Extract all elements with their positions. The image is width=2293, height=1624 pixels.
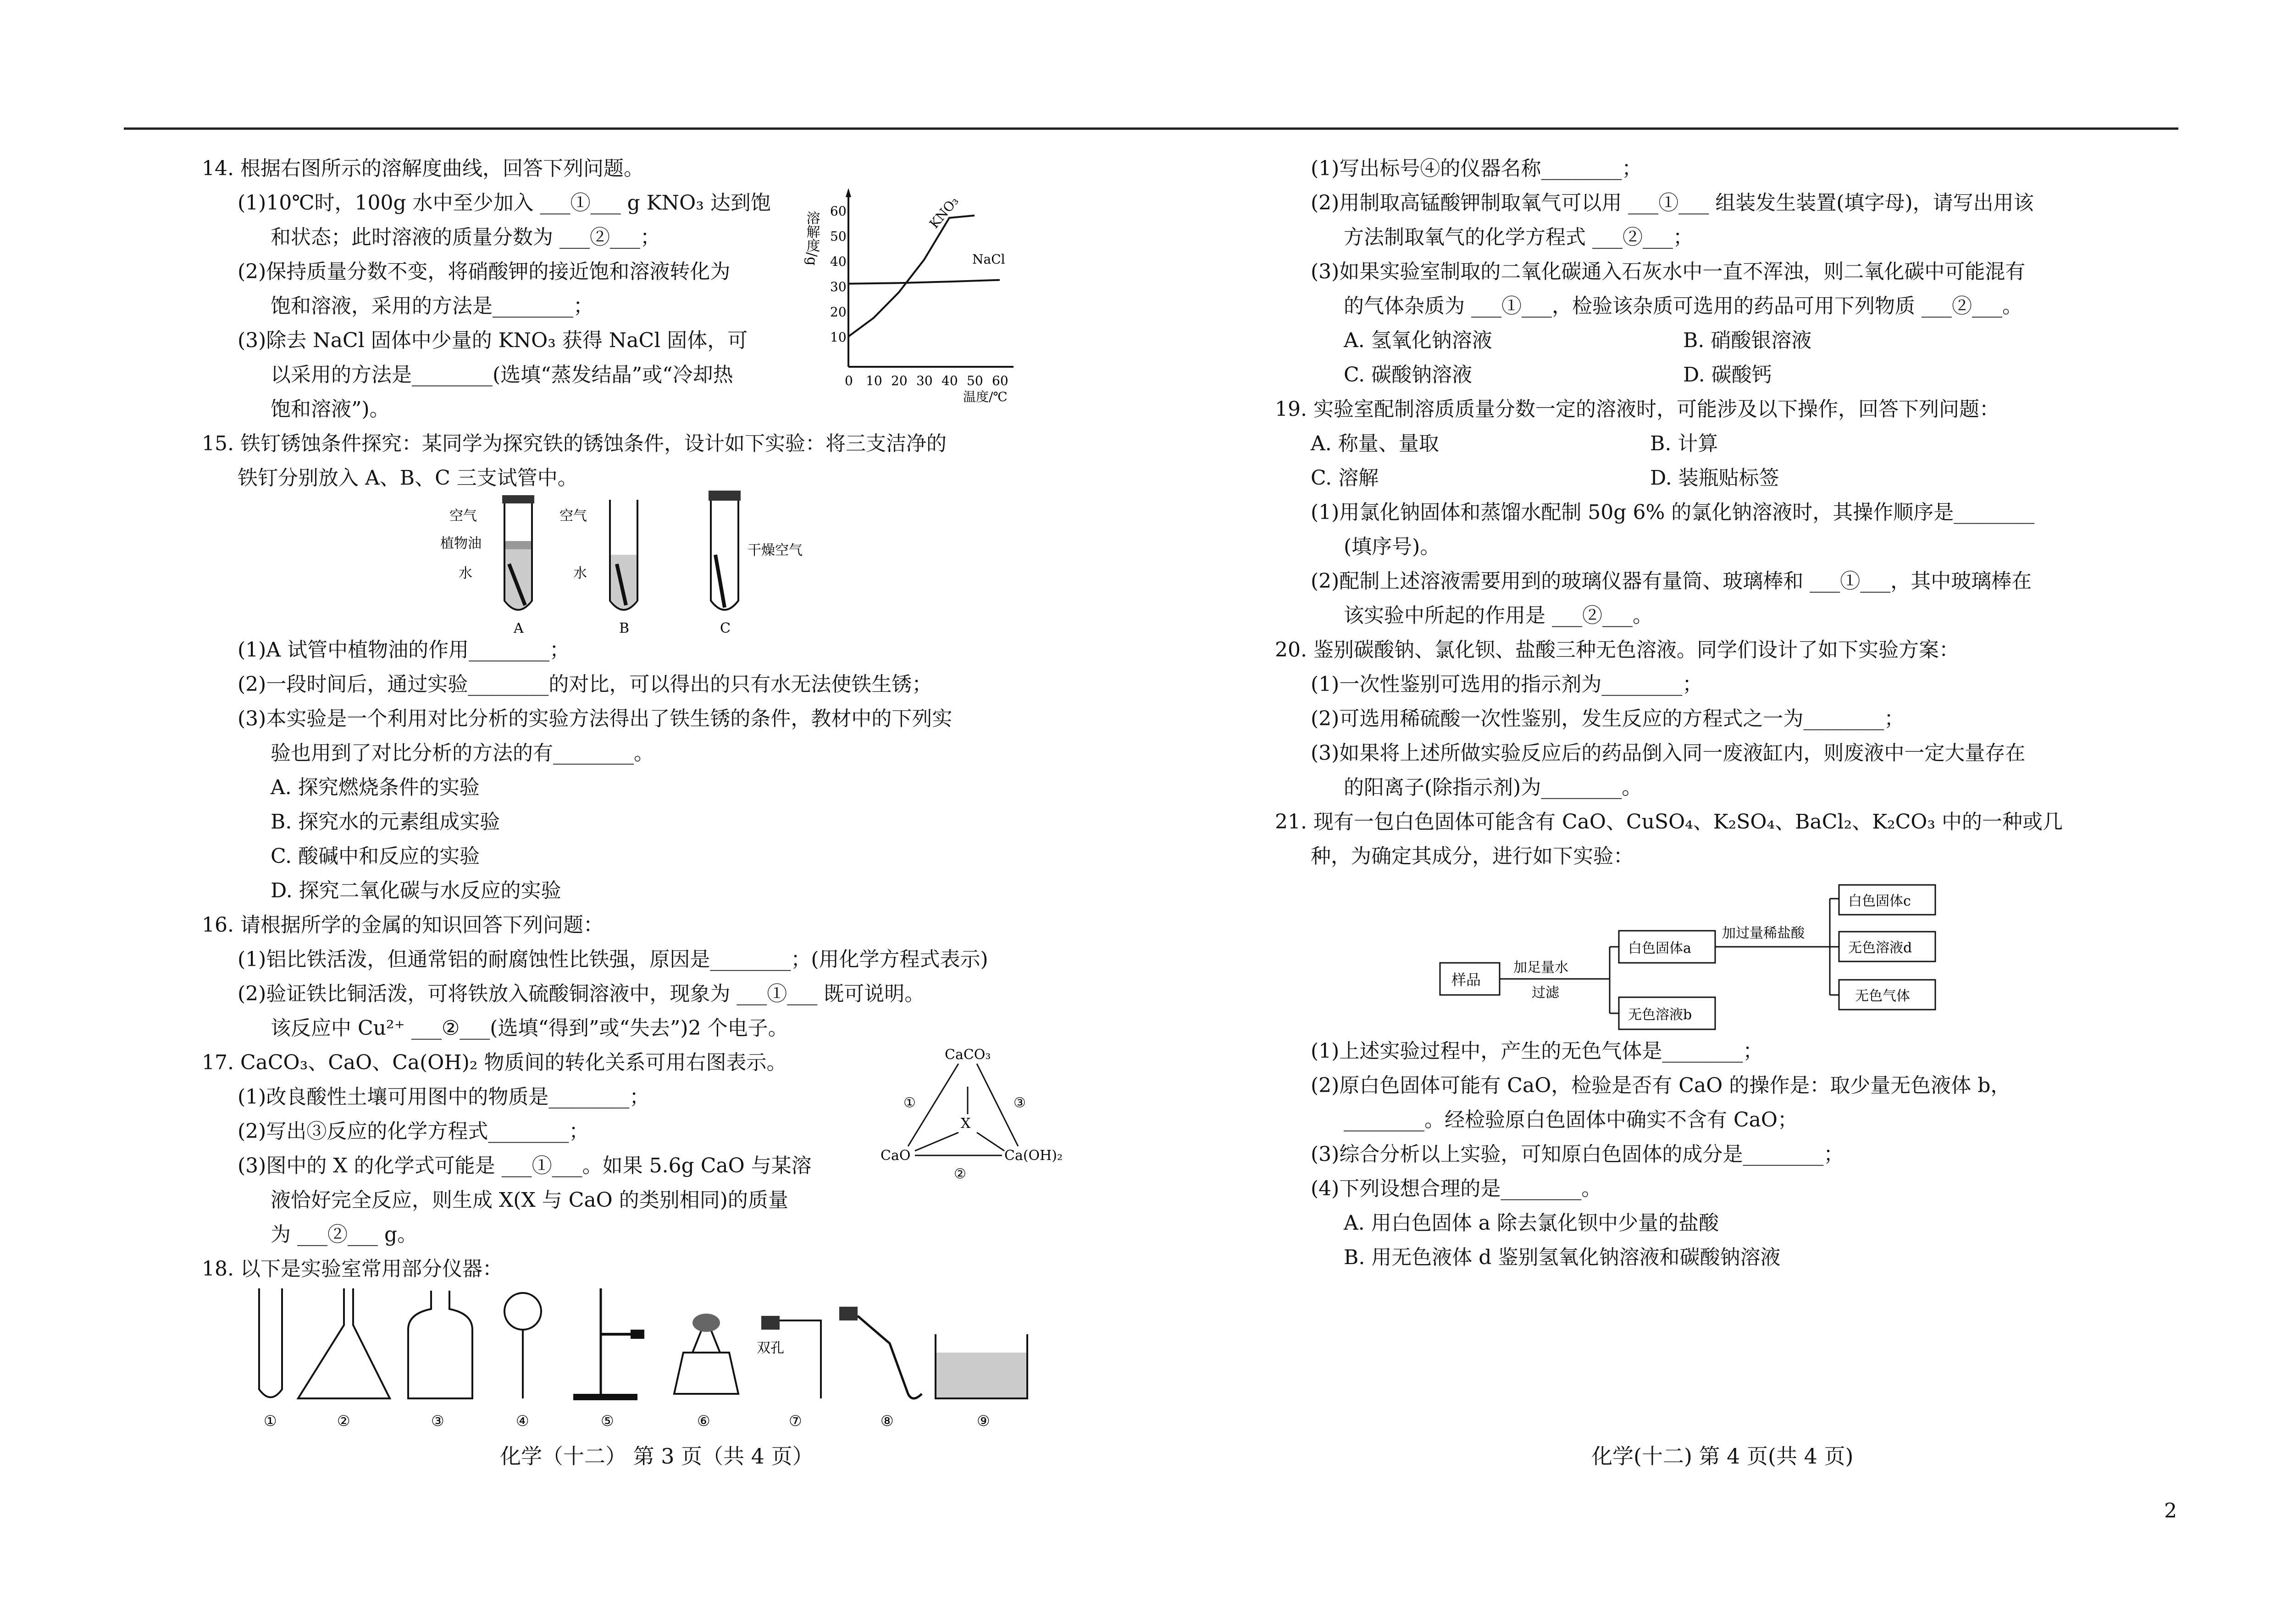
box-solid-c-text: 白色固体c: [1848, 893, 1911, 909]
x-tick: 50: [967, 373, 983, 388]
q20-3b: 的阳离子(除指示剂)为________。: [1344, 776, 1642, 799]
q15-1: (1)A 试管中植物油的作用________；: [238, 638, 570, 662]
box-solid-a-text: 白色固体a: [1628, 940, 1691, 956]
arrow-label-3: ③: [1014, 1095, 1026, 1111]
x-tick: 10: [866, 373, 882, 388]
q21-3: (3)综合分析以上实验，可知原白色固体的成分是________；: [1311, 1143, 1844, 1166]
q19-stem: 19. 实验室配制溶质质量分数一定的溶液时，可能涉及以下操作，回答下列问题：: [1275, 398, 1999, 421]
arrow-label-1: ①: [903, 1095, 916, 1111]
q17-stem: 17. CaCO₃、CaO、Ca(OH)₂ 物质间的转化关系可用右图表示。: [202, 1051, 787, 1074]
x-ticks: [845, 373, 1008, 388]
arrow-to-x-left: [915, 1132, 958, 1151]
instrument-label: ⑨: [977, 1412, 990, 1430]
q18-3a: (3)如果实验室制取的二氧化碳通入石灰水中一直不浑浊，则二氧化碳中可能混有: [1311, 260, 2026, 283]
q15-2: (2)一段时间后，通过实验________的对比，可以得出的只有水无法使铁生锈；: [238, 673, 932, 696]
q19-options-row1: [1275, 426, 2100, 461]
q21-option-b: B. 用无色液体 d 鉴别氢氧化钠溶液和碳酸钠溶液: [1344, 1246, 1781, 1269]
q19-2b: 该实验中所起的作用是 ___②___。: [1344, 604, 1653, 627]
q19-option-c: C. 溶解: [1311, 466, 1379, 490]
arrow-label-2: ②: [954, 1166, 966, 1182]
q18-1: (1)写出标号④的仪器名称________；: [1311, 157, 1642, 180]
q19-option-b: B. 计算: [1650, 432, 1718, 455]
y-tick: 30: [830, 279, 847, 294]
tube-b-label: B: [619, 620, 630, 636]
q20-1: (1)一次性鉴别可选用的指示剂为________；: [1311, 673, 1703, 696]
x-tick: 40: [942, 373, 958, 388]
q18-option-a: A. 氢氧化钠溶液: [1344, 329, 1492, 352]
q21-2a: (2)原白色固体可能有 CaO，检验是否有 CaO 的操作是：取少量无色液体 b，: [1311, 1074, 2011, 1097]
q14-1b: 和状态；此时溶液的质量分数为 ___②___；: [271, 226, 660, 249]
tube-a-water: [505, 549, 531, 609]
node-caco3: CaCO₃: [945, 1047, 991, 1063]
x-tick: 0: [845, 373, 853, 388]
q16-stem: 16. 请根据所学的金属的知识回答下列问题：: [202, 913, 604, 937]
q18-stem: 18. 以下是实验室常用部分仪器：: [202, 1257, 503, 1281]
q17-3a: (3)图中的 X 的化学式可能是 ___①___。如果 5.6g CaO 与某溶: [238, 1154, 812, 1177]
instrument-label: ④: [516, 1412, 529, 1430]
q21-flow-chart: [1435, 885, 2009, 1041]
tube-a-stopper: [502, 495, 534, 503]
q15-option-d: D. 探究二氧化碳与水反应的实验: [271, 879, 561, 902]
right-column: [1275, 151, 2100, 1275]
kno3-label: KNO₃: [926, 193, 962, 232]
nacl-label: NaCl: [972, 252, 1005, 267]
q18-option-c: C. 碳酸钠溶液: [1344, 363, 1473, 387]
q21-1: (1)上述实验过程中，产生的无色气体是________；: [1311, 1039, 1763, 1063]
tube-b: [559, 500, 637, 636]
q17-conversion-diagram: [881, 1041, 1063, 1188]
chart-xlabel: 温度/℃: [963, 389, 1008, 404]
q18-options-row2: [1275, 358, 2100, 392]
q14-1a: (1)10℃时，100g 水中至少加入 ___①___ g KNO₃ 达到饱: [238, 191, 771, 215]
q16-1: (1)铝比铁活泼，但通常铝的耐腐蚀性比铁强，原因是________；(用化学方程式表示): [238, 948, 988, 971]
x-tick: 30: [916, 373, 933, 388]
step1-top-text: 加足量水: [1513, 960, 1568, 976]
q14-stem: 14. 根据右图所示的溶解度曲线，回答下列问题。: [202, 157, 644, 180]
instrument-label: ③: [431, 1412, 444, 1430]
node-x: X: [961, 1116, 971, 1132]
instrument-label: ⑥: [697, 1412, 710, 1430]
q18-options-row1: [1275, 323, 2100, 358]
arrow-to-x-right: [977, 1132, 1004, 1151]
instrument-alcohol-lamp: [674, 1314, 738, 1394]
arrow-3: [977, 1064, 1018, 1146]
instrument-trough: [936, 1334, 1027, 1398]
box-liquid-b-text: 无色溶液b: [1628, 1007, 1692, 1023]
instrument-funnel: [504, 1293, 541, 1398]
tube-a-oil: [505, 541, 531, 549]
q20-3a: (3)如果将上述所做实验反应后的药品倒入同一废液缸内，则废液中一定大量存在: [1311, 741, 2026, 765]
q19-1b: (填序号)。: [1344, 535, 1440, 558]
q15-3a: (3)本实验是一个利用对比分析的实验方法得出了铁生锈的条件，教材中的下列实: [238, 707, 953, 730]
q19-options-row2: [1275, 461, 2100, 495]
q15-test-tubes-figure: [440, 486, 853, 637]
q14-2b: 饱和溶液，采用的方法是________；: [271, 294, 593, 318]
q17-1: (1)改良酸性土壤可用图中的物质是________；: [238, 1085, 650, 1109]
q21-4: (4)下列设想合理的是________。: [1311, 1177, 1602, 1200]
instrument-labels: [264, 1412, 990, 1430]
instrument-label: ①: [264, 1412, 277, 1430]
q16-2: (2)验证铁比铜活泼，可将铁放入硫酸铜溶液中，现象为 ___①___ 既可说明。: [238, 982, 925, 1005]
q19-option-d: D. 装瓶贴标签: [1650, 466, 1779, 490]
q14-3a: (3)除去 NaCl 固体中少量的 KNO₃ 获得 NaCl 固体，可: [238, 329, 748, 352]
x-tick: 60: [992, 373, 1008, 388]
q19-option-a: A. 称量、量取: [1311, 432, 1439, 455]
q15-option-b: B. 探究水的元素组成实验: [271, 810, 500, 834]
q21-stem-2: 种，为确定其成分，进行如下实验：: [1311, 845, 1634, 868]
footer-right: 化学(十二) 第 4 页(共 4 页): [1591, 1444, 1854, 1469]
label-dry-air: 干燥空气: [748, 542, 803, 558]
step2-text: 加过量稀盐酸: [1722, 925, 1805, 941]
q15-3b: 验也用到了对比分析的方法的有________。: [271, 741, 654, 765]
label-double-hole: 双孔: [757, 1340, 784, 1356]
q14-2a: (2)保持质量分数不变，将硝酸钾的接近饱和溶液转化为: [238, 260, 731, 283]
instrument-label: ②: [337, 1412, 350, 1430]
q21-option-a: A. 用白色固体 a 除去氯化钡中少量的盐酸: [1344, 1211, 1719, 1235]
q17-3c: 为 ___②___ g。: [271, 1223, 418, 1246]
footer-left: 化学（十二） 第 3 页（共 4 页）: [500, 1444, 814, 1469]
label-air-a: 空气: [449, 508, 477, 524]
tube-a-label: A: [514, 620, 524, 636]
q15-option-a: A. 探究燃烧条件的实验: [271, 776, 480, 799]
tube-c-nail: [715, 555, 725, 608]
node-caoh2: Ca(OH)₂: [1004, 1148, 1063, 1164]
instrument-test-tube: [259, 1288, 282, 1398]
step1-bottom-text: 过滤: [1532, 985, 1559, 1001]
q17-3b: 液恰好完全反应，则生成 X(X 与 CaO 的类别相同)的质量: [271, 1188, 788, 1212]
box-liquid-d-text: 无色溶液d: [1848, 940, 1912, 956]
tube-c: [709, 491, 803, 636]
q15-stem: 15. 铁钉锈蚀条件探究：某同学为探究铁的锈蚀条件，设计如下实验：将三支洁净的: [202, 432, 947, 455]
y-tick: 50: [830, 229, 847, 244]
instrument-label: ⑤: [601, 1412, 614, 1430]
label-air-b: 空气: [559, 508, 587, 524]
y-tick: 40: [830, 254, 847, 269]
instrument-iron-stand: [573, 1288, 644, 1400]
q21-2b: ________。经检验原白色固体中确实不含有 CaO；: [1344, 1108, 1798, 1132]
tube-c-label: C: [720, 620, 731, 636]
q16-2b: 该反应中 Cu²⁺ ___②___(选填“得到”或“失去”)2 个电子。: [271, 1016, 788, 1040]
label-water-b: 水: [573, 565, 587, 581]
instrument-label: ⑦: [789, 1412, 802, 1430]
q17-2: (2)写出③反应的化学方程式________；: [238, 1120, 589, 1143]
q18-3b: 的气体杂质为 ___①___，检验该杂质可选用的药品可用下列物质 ___②___。: [1344, 294, 2022, 318]
nacl-curve: [848, 280, 1000, 284]
y-tick: 20: [830, 304, 847, 320]
box-sample-text: 样品: [1451, 971, 1481, 989]
x-tick: 20: [891, 373, 908, 388]
tube-c-stopper: [709, 491, 741, 501]
q18-option-b: B. 硝酸银溶液: [1683, 329, 1812, 352]
box-gas-text: 无色气体: [1855, 988, 1910, 1004]
q18-2b: 方法制取氧气的化学方程式 ___②___；: [1344, 226, 1693, 249]
kno3-curve: [848, 215, 975, 337]
instrument-gas-bottle: [408, 1291, 472, 1398]
instrument-label: ⑧: [881, 1412, 894, 1430]
y-ticks: [830, 204, 847, 345]
q18-2a: (2)用制取高锰酸钾制取氧气可以用 ___①___ 组装发生装置(填字母)，请写出用该: [1311, 191, 2034, 215]
instrument-stopper-tube: [757, 1316, 821, 1398]
q15-stem-2: 铁钉分别放入 A、B、C 三支试管中。: [238, 466, 578, 490]
q19-1a: (1)用氯化钠固体和蒸馏水配制 50g 6% 的氯化钠溶液时，其操作顺序是________: [1311, 501, 2035, 524]
tube-a: [440, 495, 534, 636]
node-cao: CaO: [881, 1148, 911, 1164]
top-rule: [124, 127, 2178, 130]
q14-3c: 饱和溶液”)。: [271, 398, 390, 421]
instrument-rubber-tube: [839, 1307, 922, 1398]
q18-option-d: D. 碳酸钙: [1683, 363, 1772, 387]
q21-stem: 21. 现有一包白色固体可能含有 CaO、CuSO₄、K₂SO₄、BaCl₂、K₂CO₃ 中的一种或几: [1275, 810, 2063, 834]
q20-2: (2)可选用稀硫酸一次性鉴别，发生反应的方程式之一为________；: [1311, 707, 1905, 730]
y-tick: 60: [830, 204, 847, 219]
label-water-a: 水: [459, 565, 472, 581]
y-tick: 10: [830, 330, 847, 345]
page-number: 2: [2164, 1499, 2177, 1523]
y-axis-arrow: [846, 188, 851, 197]
q20-stem: 20. 鉴别碳酸钠、氯化钡、盐酸三种无色溶液。同学们设计了如下实验方案：: [1275, 638, 1959, 662]
q15-option-c: C. 酸碱中和反应的实验: [271, 845, 480, 868]
instrument-conical-flask: [298, 1288, 390, 1398]
q19-2a: (2)配制上述溶液需要用到的玻璃仪器有量筒、玻璃棒和 ___①___，其中玻璃棒在: [1311, 569, 2032, 593]
q18-instruments-figure: [238, 1284, 1041, 1440]
solubility-chart: [798, 183, 1036, 403]
q14-3b: 以采用的方法是________(选填“蒸发结晶”或“冷却热: [271, 363, 733, 387]
chart-ylabel: 溶解度/g: [803, 211, 820, 266]
label-oil: 植物油: [440, 536, 482, 552]
